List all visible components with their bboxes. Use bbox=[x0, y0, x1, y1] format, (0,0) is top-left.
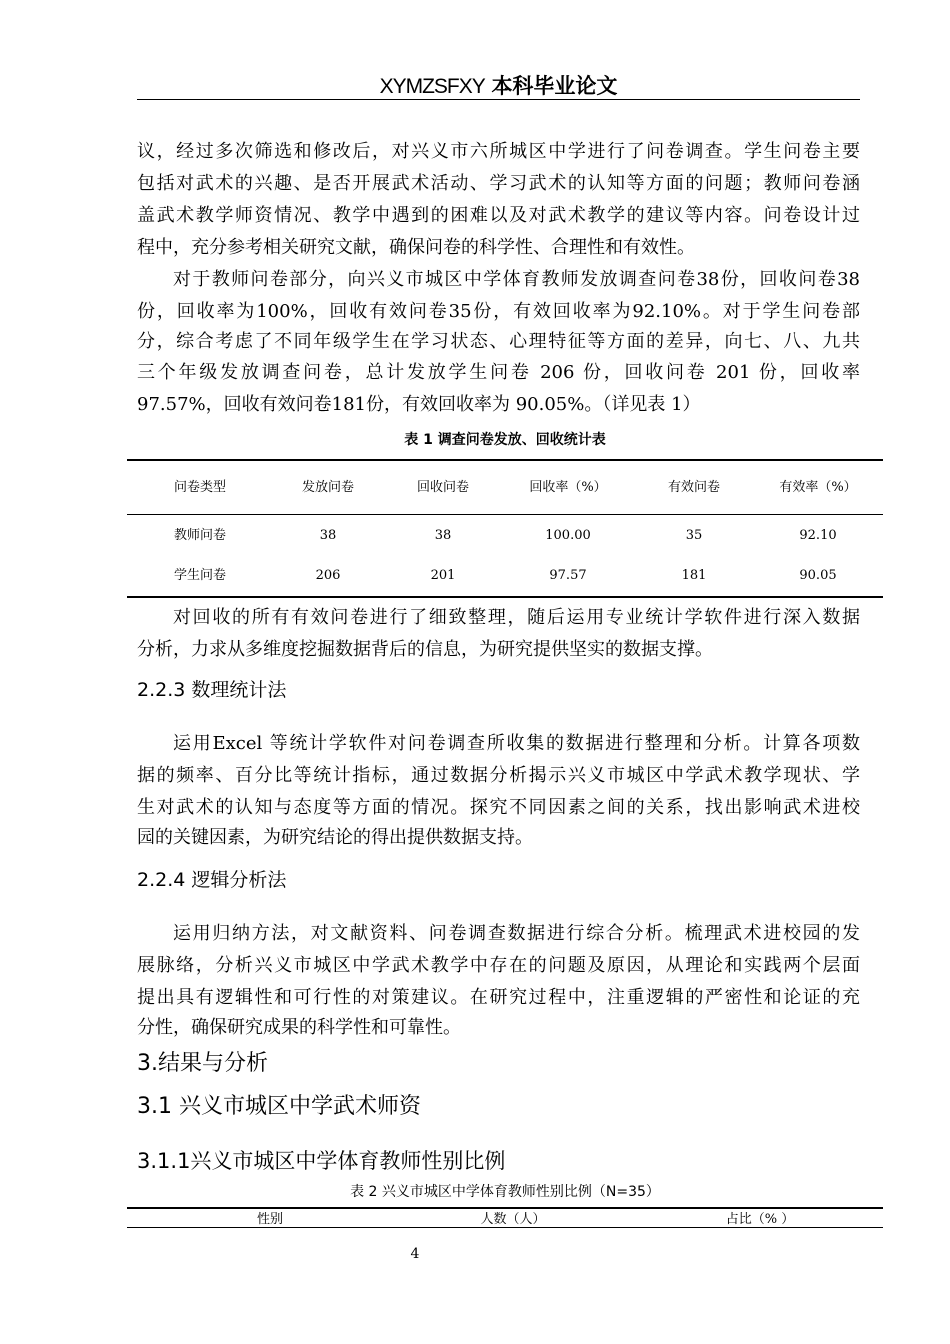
table1-header: 回收问卷 bbox=[416, 480, 469, 495]
table1-header: 发放问卷 bbox=[301, 480, 354, 495]
table1-cell: 教师问卷 bbox=[173, 528, 226, 543]
paragraph-line: 分析，力求从多维度挖掘数据背后的信息，为研究提供坚实的数据支撑。 bbox=[137, 639, 713, 660]
table1-cell: 38 bbox=[319, 528, 337, 543]
paragraph-line: 包括对武术的兴趣、是否开展武术活动、学习武术的认知等方面的问题；教师问卷涵 bbox=[137, 173, 860, 194]
table1-cell: 206 bbox=[315, 568, 341, 583]
table2-top-rule bbox=[127, 1207, 883, 1209]
table1-cell: 38 bbox=[434, 528, 452, 543]
header-rule bbox=[137, 99, 860, 100]
table2-header: 性别 bbox=[256, 1212, 283, 1227]
table2-header: 人数（人） bbox=[480, 1212, 546, 1227]
table1-cell: 学生问卷 bbox=[173, 568, 226, 583]
paragraph-line: 97.57%，回收有效问卷181份，有效回收率为 90.05%。（详见表 1） bbox=[137, 394, 701, 415]
chapter-heading: 3.结果与分析 bbox=[137, 1051, 268, 1076]
paragraph-line: 议，经过多次筛选和修改后，对兴义市六所城区中学进行了问卷调查。学生问卷主要 bbox=[137, 141, 860, 162]
header-latin: XYMZSFXY bbox=[379, 75, 485, 98]
paragraph-line: 生对武术的认知与态度等方面的情况。探究不同因素之间的关系，找出影响武术进校 bbox=[137, 797, 860, 818]
paragraph-line: 三个年级发放调查问卷，总计发放学生问卷 206 份，回收问卷 201 份，回收率 bbox=[137, 362, 860, 383]
paragraph-line: 运用归纳方法，对文献资料、问卷调查数据进行综合分析。梳理武术进校园的发 bbox=[173, 923, 860, 944]
table1-header-rule bbox=[127, 514, 883, 515]
page-number: 4 bbox=[410, 1246, 420, 1262]
table2-header-rule bbox=[127, 1227, 883, 1228]
paragraph-line: 盖武术教学师资情况、教学中遇到的困难以及对武术教学的建议等内容。问卷设计过 bbox=[137, 205, 860, 226]
paragraph-line: 份，回收率为100%，回收有效问卷35份，有效回收率为92.10%。对于学生问卷部 bbox=[137, 301, 860, 322]
paragraph-line: 对回收的所有有效问卷进行了细致整理，随后运用专业统计学软件进行深入数据 bbox=[173, 607, 860, 628]
paragraph-line: 分，综合考虑了不同年级学生在学习状态、心理特征等方面的差异，向七、八、九共 bbox=[137, 331, 860, 352]
paragraph-line: 据的频率、百分比等统计指标，通过数据分析揭示兴义市城区中学武术教学现状、学 bbox=[137, 765, 860, 786]
section-heading-2-2-4: 2.2.4 逻辑分析法 bbox=[137, 869, 287, 891]
table1-header: 有效问卷 bbox=[667, 480, 720, 495]
paragraph-line: 分性，确保研究成果的科学性和可靠性。 bbox=[137, 1017, 461, 1038]
table1-cell: 35 bbox=[685, 528, 703, 543]
table1-cell: 97.57 bbox=[549, 568, 587, 583]
table1-cell: 201 bbox=[430, 568, 456, 583]
paragraph-line: 对于教师问卷部分，向兴义市城区中学体育教师发放调查问卷38份，回收问卷38 bbox=[173, 269, 860, 290]
table1-header: 回收率（%） bbox=[529, 480, 607, 495]
header-title: 本科毕业论文 bbox=[491, 74, 618, 98]
paragraph-line: 程中，充分参考相关研究文献，确保问卷的科学性、合理性和有效性。 bbox=[137, 237, 695, 258]
table1-cell: 92.10 bbox=[799, 528, 837, 543]
table1-caption: 表 1 调查问卷发放、回收统计表 bbox=[404, 432, 606, 448]
paragraph-line: 展脉络，分析兴义市城区中学武术教学中存在的问题及原因，从理论和实践两个层面 bbox=[137, 955, 860, 976]
table2-header: 占比（% ） bbox=[725, 1212, 795, 1227]
page-header bbox=[137, 72, 860, 101]
table1-header: 问卷类型 bbox=[173, 480, 226, 495]
section-heading-3-1-1: 3.1.1兴义市城区中学体育教师性别比例 bbox=[137, 1149, 506, 1173]
table1-header: 有效率（%） bbox=[779, 480, 857, 495]
paragraph-line: 园的关键因素，为研究结论的得出提供数据支持。 bbox=[137, 827, 533, 848]
paragraph-line: 提出具有逻辑性和可行性的对策建议。在研究过程中，注重逻辑的严密性和论证的充 bbox=[137, 987, 860, 1008]
table1-cell: 90.05 bbox=[799, 568, 837, 583]
table1-cell: 100.00 bbox=[545, 528, 591, 543]
section-heading-3-1: 3.1 兴义市城区中学武术师资 bbox=[137, 1094, 421, 1119]
paragraph-line: 运用Excel 等统计学软件对问卷调查所收集的数据进行整理和分析。计算各项数 bbox=[173, 733, 860, 754]
table1-top-rule bbox=[127, 459, 883, 461]
table1-bottom-rule bbox=[127, 596, 883, 598]
section-heading-2-2-3: 2.2.3 数理统计法 bbox=[137, 679, 287, 701]
table2-caption: 表 2 兴义市城区中学体育教师性别比例（N=35） bbox=[350, 1184, 660, 1200]
table1-cell: 181 bbox=[681, 568, 707, 583]
